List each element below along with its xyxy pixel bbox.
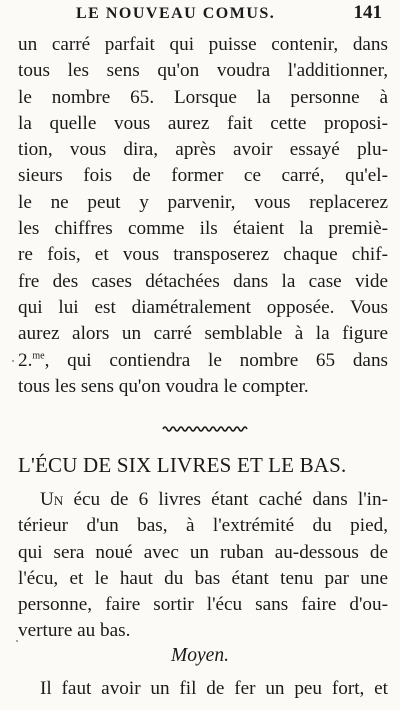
- text-line: fre des cases détachées dans la case vide: [18, 270, 388, 292]
- text-line: qui sera noué avec un ruban au-dessous de: [18, 541, 388, 563]
- text-line: personne, faire sortir l'écu sans faire d'ou-: [18, 594, 388, 616]
- ordinal-number: 2.: [18, 349, 33, 371]
- section-heading: L'ÉCU DE SIX LIVRES ET LE BAS.: [18, 453, 347, 477]
- text-line: le ne peut y parvenir, vous replacerez: [18, 191, 388, 213]
- text-line: re fois, et vous transposerez chaque chif-: [18, 244, 388, 266]
- paper-speck: [12, 360, 14, 362]
- paragraph-1: [18, 32, 388, 400]
- ornament-divider-icon: [162, 424, 248, 434]
- text-line: l'écu, et le haut du bas étant tenu par une: [18, 567, 388, 589]
- text-line-final: tous les sens qu'on voudra le compter.: [18, 375, 309, 397]
- ordinal-line-rest: , qui contiendra le nombre 65 dans: [44, 349, 388, 371]
- text-line-with-ordinal: [18, 348, 388, 374]
- paper-speck: [16, 640, 18, 642]
- text-line-final: verture au bas.: [18, 620, 131, 642]
- text-line: le nombre 65. Lorsque la personne à: [18, 86, 388, 108]
- first-line-rest: écu de 6 livres étant caché dans l'in-: [63, 489, 388, 510]
- text-line: Il faut avoir un fil de fer un peu fort, et: [40, 678, 388, 699]
- paragraph-3: [18, 676, 388, 702]
- paragraph-2: [18, 487, 388, 645]
- text-line: sieurs fois de former ce carré, qu'el-: [18, 165, 388, 187]
- text-line: térieur d'un bas, à l'extrémité du pied,: [18, 515, 388, 537]
- ordinal-superscript: me: [32, 350, 45, 362]
- running-title: LE NOUVEAU COMUS.: [76, 5, 276, 22]
- text-line: les chiffres comme ils étaient la premiè-: [18, 218, 388, 240]
- text-line: qui lui est diamétralement opposée. Vous: [18, 296, 388, 318]
- page-number: 141: [353, 2, 382, 23]
- text-line: tous les sens qu'on voudra l'additionner,: [18, 60, 388, 82]
- running-head: [40, 2, 386, 28]
- text-line: un carré parfait qui puisse contenir, dans: [18, 34, 388, 55]
- text-line: la quelle vous aurez fait cette proposi-: [18, 112, 388, 134]
- text-line-first: [18, 487, 388, 513]
- subheading-moyen: Moyen.: [171, 645, 229, 666]
- text-line: tion, vous dira, après avoir essayé plu-: [18, 139, 388, 161]
- text-line: aurez alors un carré semblable à la figure: [18, 323, 388, 345]
- initial-letters: Un: [40, 489, 64, 510]
